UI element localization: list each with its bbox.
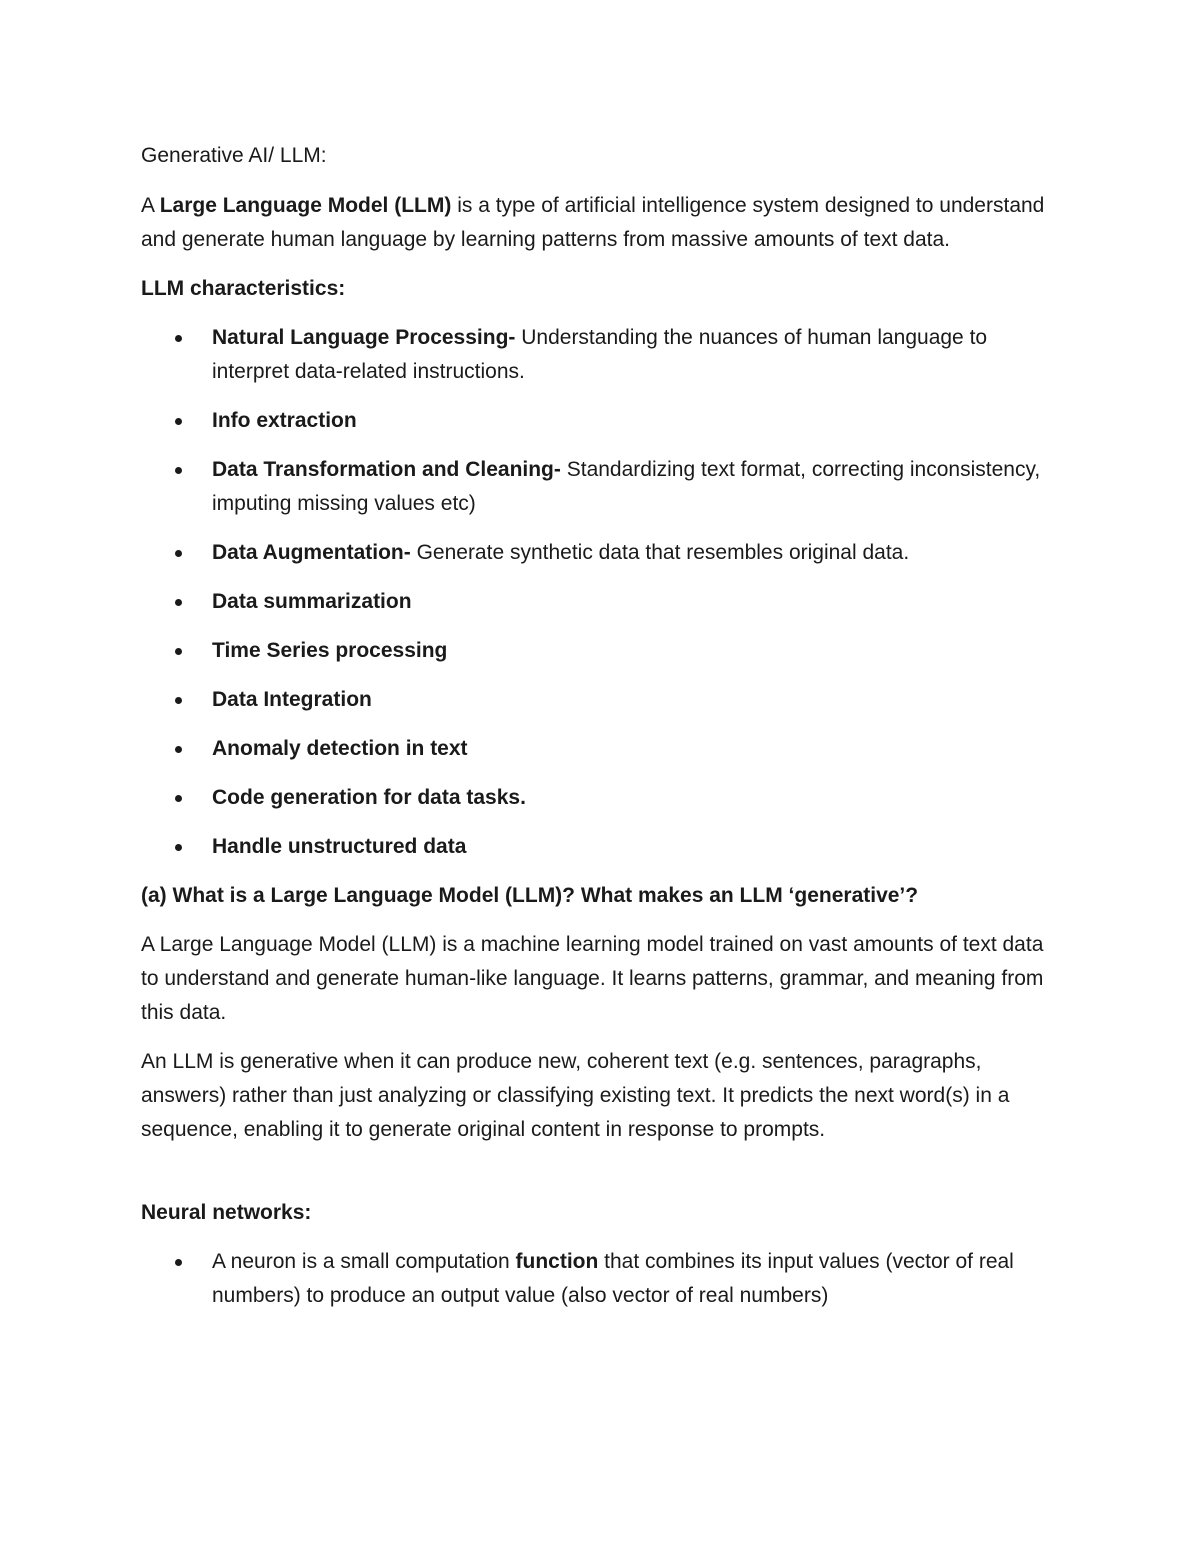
bullet-icon [175,550,182,557]
list-item-term: Anomaly detection in text [212,737,468,760]
bullet-icon [175,418,182,425]
characteristics-list [141,321,1061,864]
neural-networks-heading: Neural networks: [141,1201,312,1224]
question-a-heading: (a) What is a Large Language Model (LLM)? What makes an LLM ‘generative’? [141,884,919,907]
question-a-answer-2: An LLM is generative when it can produce new, coherent text (e.g. sentences, paragraphs, answers) rather than just analyzing or classifying existing text. It predicts the next word(s) in a sequence, enabling it to generate original content in response to prompts. [141,1050,1010,1141]
bullet-icon [175,335,182,342]
list-item [141,536,1061,570]
list-item-term: Code generation for data tasks. [212,786,526,809]
list-item-text: Standardizing text format, correcting inconsistency, imputing missing values etc) [212,458,1041,515]
list-item-term: Data Augmentation- [212,541,411,564]
bullet-icon [175,599,182,606]
bullet-icon [175,467,182,474]
list-item-text: Generate synthetic data that resembles original data. [410,541,910,564]
list-item-term: Data summarization [212,590,412,613]
bullet-icon [175,648,182,655]
list-item-suffix: that combines its input values (vector of real numbers) to produce an output value (also vector of real numbers) [212,1250,1014,1307]
list-item-term: Natural Language Processing- [212,326,516,349]
bullet-icon [175,795,182,802]
list-item [141,585,1061,619]
list-item [141,830,1061,864]
list-item [141,321,1061,389]
list-item [141,1245,1061,1313]
intro-paragraph [141,189,1061,257]
list-item-term: Info extraction [212,409,357,432]
spacer [141,1162,1061,1196]
bullet-icon [175,1259,182,1266]
list-item [141,781,1061,815]
list-item-term: Handle unstructured data [212,835,467,858]
list-item [141,683,1061,717]
list-item-term: Data Transformation and Cleaning- [212,458,561,481]
list-item-term: Time Series processing [212,639,448,662]
list-item [141,634,1061,668]
question-a-answer-1: A Large Language Model (LLM) is a machine learning model trained on vast amounts of text data to understand and generate human-like language. It learns patterns, grammar, and meaning from this data. [141,933,1044,1024]
bullet-icon [175,844,182,851]
document-title: Generative AI/ LLM: [141,144,327,167]
intro-prefix: A [141,194,160,217]
list-item [141,453,1061,521]
characteristics-heading: LLM characteristics: [141,277,346,300]
list-item-text: Understanding the nuances of human language to interpret data-related instructions. [212,326,988,383]
intro-bold-term: Large Language Model (LLM) [159,194,452,217]
list-item-prefix: A neuron is a small computation [212,1250,516,1273]
list-item-bold: function [515,1250,599,1273]
document-page [141,139,1061,1328]
list-item [141,404,1061,438]
list-item [141,732,1061,766]
list-item-term: Data Integration [212,688,372,711]
bullet-icon [175,746,182,753]
intro-suffix: is a type of artificial intelligence system designed to understand and generate human language by learning patterns from massive amounts of text data. [141,194,1045,251]
bullet-icon [175,697,182,704]
neural-networks-list [141,1245,1061,1313]
